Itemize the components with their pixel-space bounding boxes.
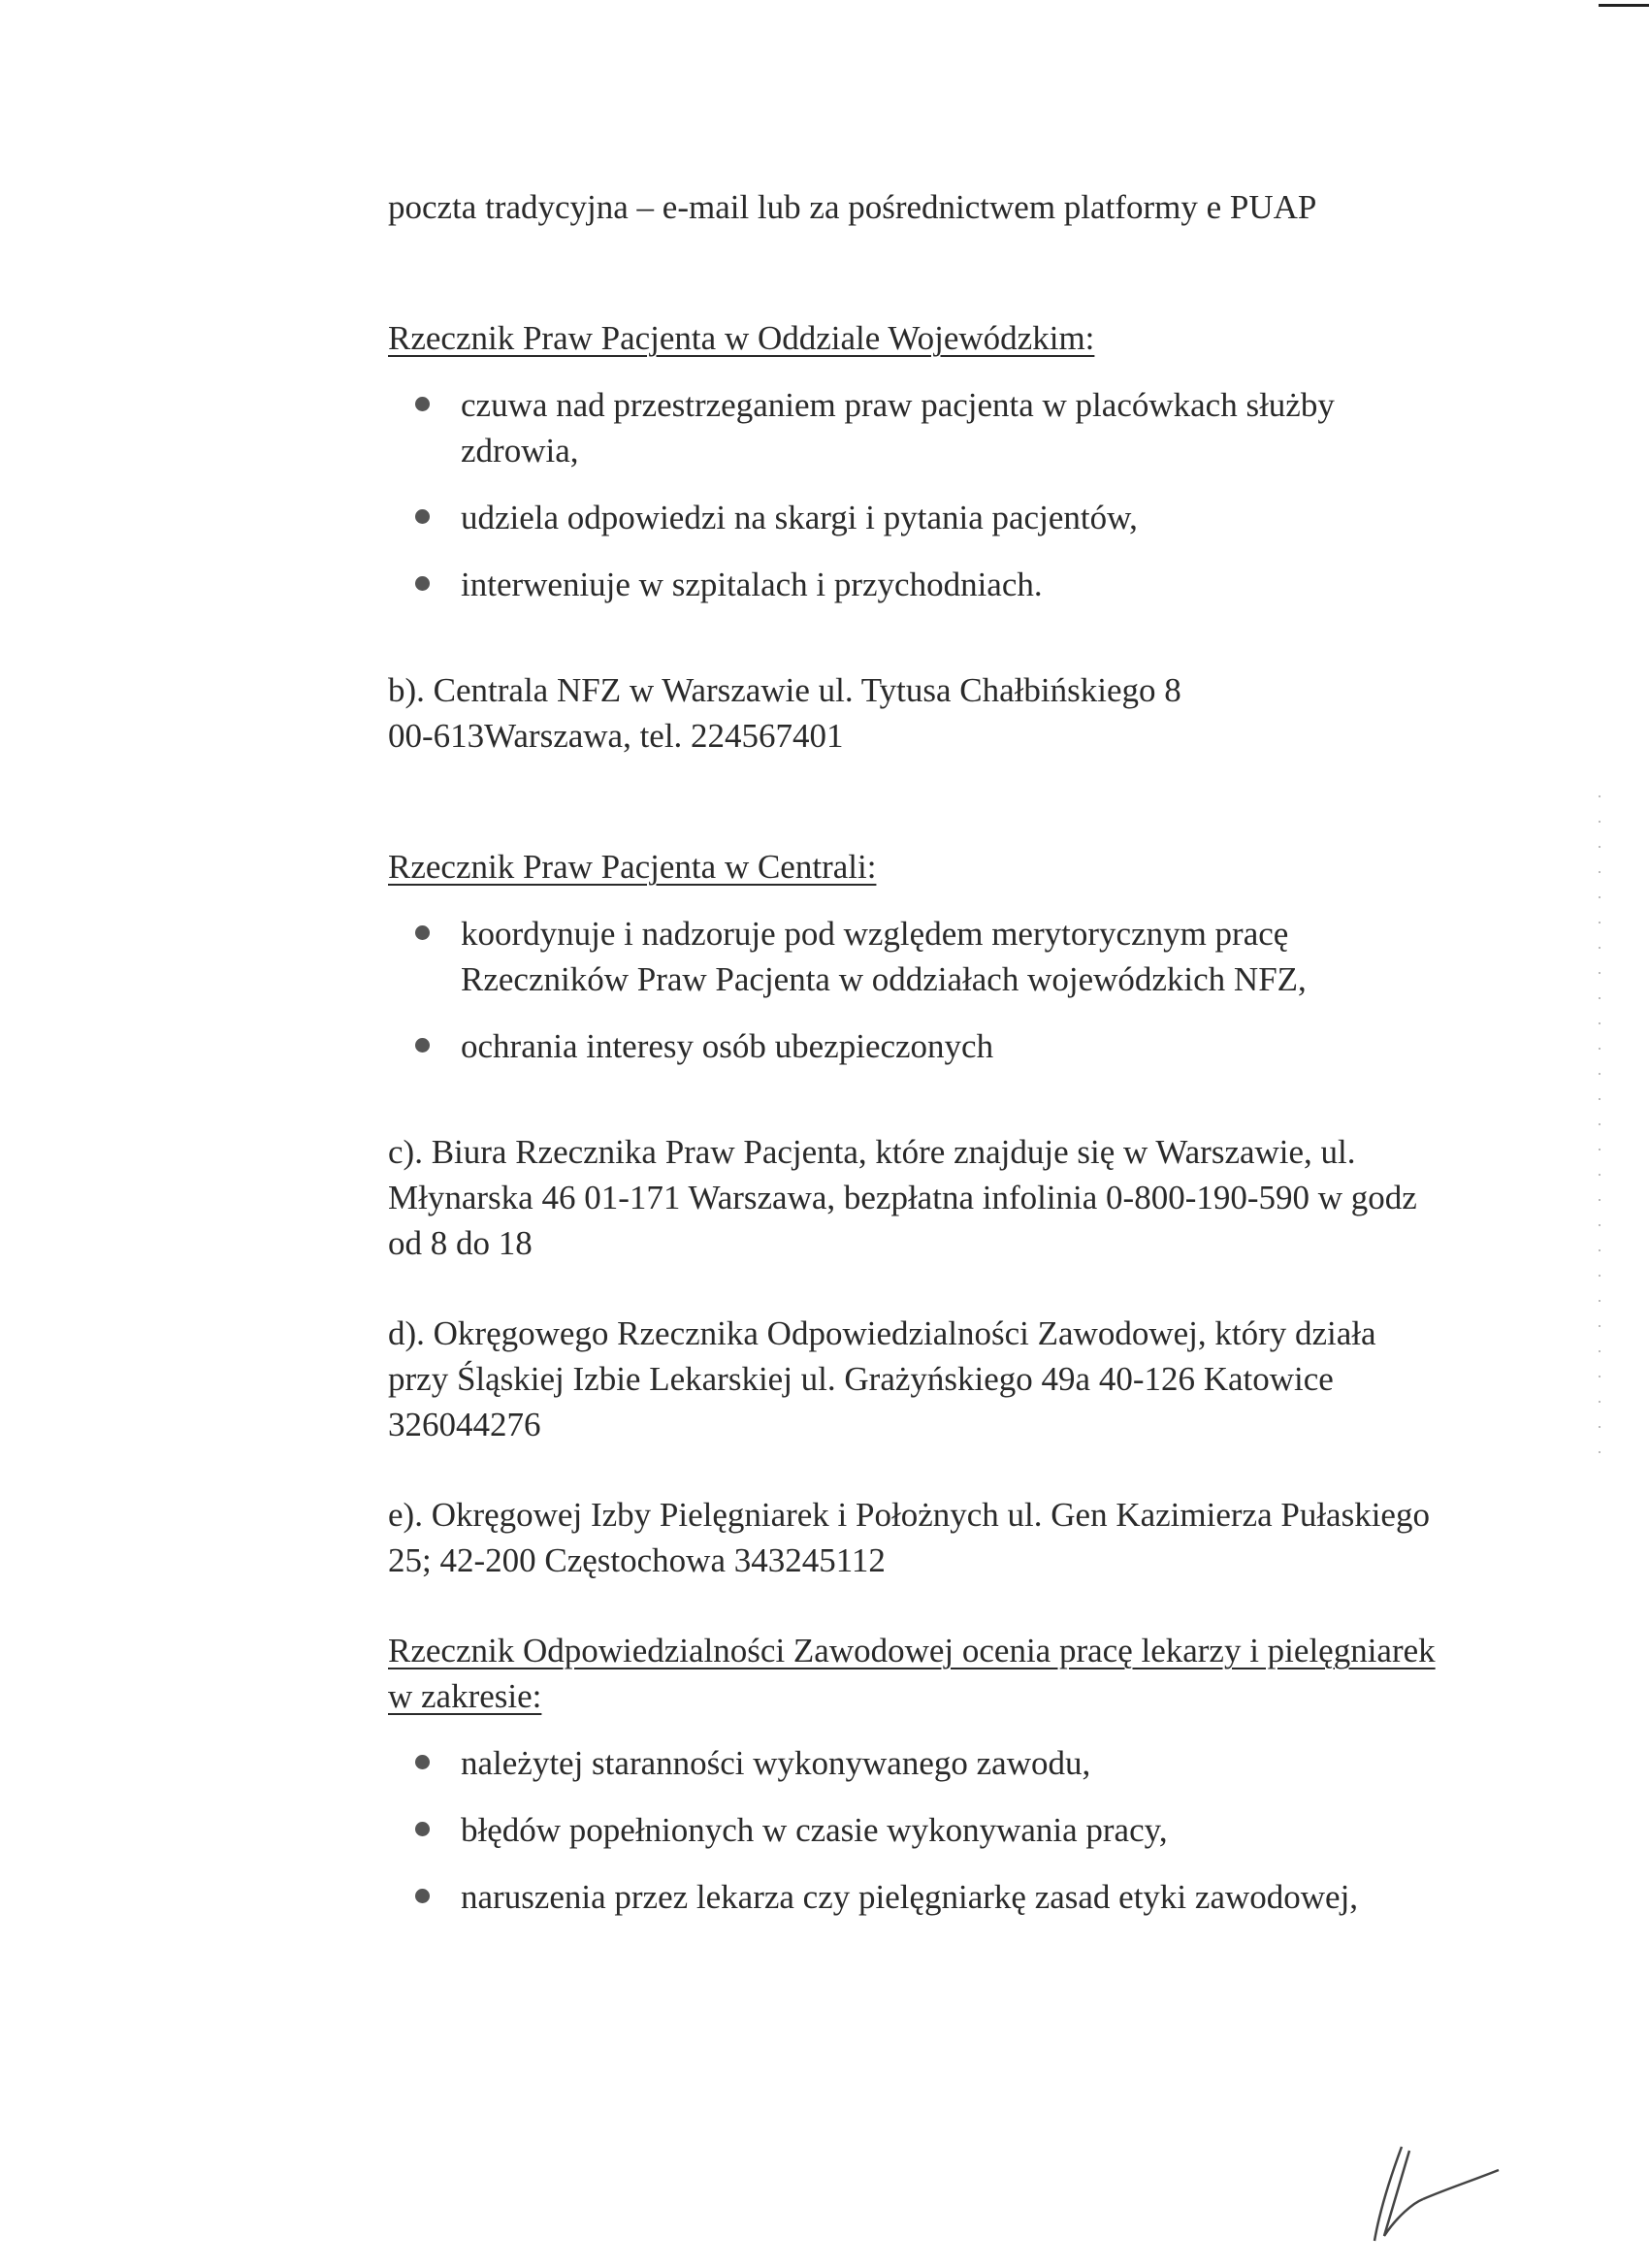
list-item: błędów popełnionych w czasie wykonywania pracy,: [388, 1807, 1436, 1853]
list-rzecznik: [388, 1740, 1436, 1920]
bullet-icon: [415, 576, 430, 591]
list-item: czuwa nad przestrzeganiem praw pacjenta w placówkach służby zdrowia,: [388, 382, 1436, 473]
para-d: d). Okręgowego Rzecznika Odpowiedzialności Zawodowej, który działa przy Śląskiej Izbie Lekarskiej ul. Grażyńskiego 49a 40-126 Katowice 326044276: [388, 1314, 1376, 1443]
list-centrala: [388, 911, 1436, 1069]
bullet-icon: [415, 1889, 430, 1903]
para-c: c). Biura Rzecznika Praw Pacjenta, które znajduje się w Warszawie, ul. Młynarska 46 01-171 Warszawa, bezpłatna infolinia 0-800-190-590 w godz od 8 do 18: [388, 1133, 1417, 1262]
heading-centrala: Rzecznik Praw Pacjenta w Centrali:: [388, 848, 877, 886]
list-item: ochrania interesy osób ubezpieczonych: [388, 1023, 1436, 1069]
bullet-icon: [415, 1822, 430, 1836]
scan-edge-dots: [1599, 795, 1600, 1474]
para-b-line1: b). Centrala NFZ w Warszawie ul. Tytusa Chałbińskiego 8: [388, 671, 1181, 709]
list-item: należytej staranności wykonywanego zawodu,: [388, 1740, 1436, 1786]
list-oddzial: [388, 382, 1436, 607]
signature-icon: [1353, 2139, 1508, 2246]
bullet-icon: [415, 1038, 430, 1053]
list-item: interweniuje w szpitalach i przychodniach.: [388, 562, 1436, 607]
bullet-icon: [415, 1755, 430, 1769]
bullet-icon: [415, 509, 430, 524]
para-b-line2: 00-613Warszawa, tel. 224567401: [388, 717, 844, 755]
scan-edge-mark: [1599, 4, 1649, 7]
heading-rzecznik: Rzecznik Odpowiedzialności Zawodowej ocenia pracę lekarzy i pielęgniarek w zakresie:: [388, 1632, 1436, 1715]
bullet-icon: [415, 397, 430, 411]
list-item: naruszenia przez lekarza czy pielęgniarkę zasad etyki zawodowej,: [388, 1874, 1436, 1920]
heading-oddzial: Rzecznik Praw Pacjenta w Oddziale Wojewódzkim:: [388, 319, 1095, 357]
document-body: [388, 184, 1436, 1941]
intro-line: poczta tradycyjna – e-mail lub za pośrednictwem platformy e PUAP: [388, 188, 1317, 226]
list-item: udziela odpowiedzi na skargi i pytania pacjentów,: [388, 495, 1436, 540]
bullet-icon: [415, 925, 430, 940]
list-item: koordynuje i nadzoruje pod względem merytorycznym pracę Rzeczników Praw Pacjenta w oddziałach wojewódzkich NFZ,: [388, 911, 1436, 1002]
para-e: e). Okręgowej Izby Pielęgniarek i Położnych ul. Gen Kazimierza Pułaskiego 25; 42-200 Częstochowa 343245112: [388, 1496, 1430, 1579]
